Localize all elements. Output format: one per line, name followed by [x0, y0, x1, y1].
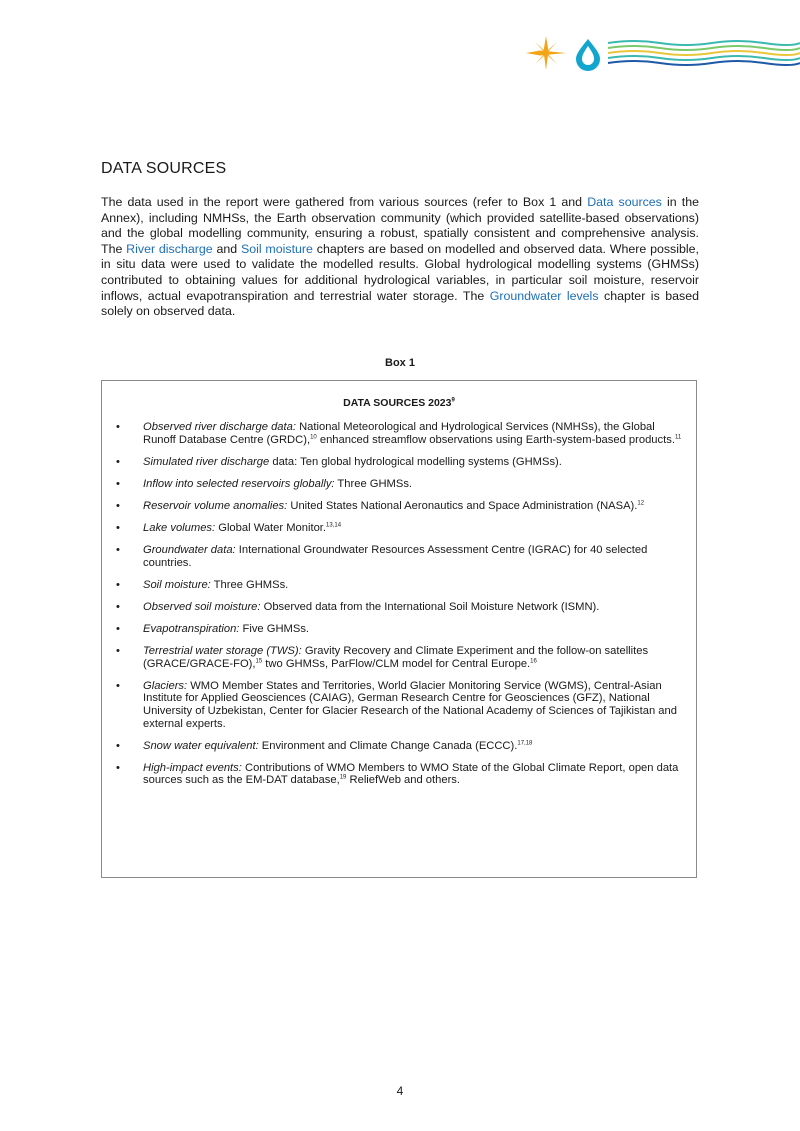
footnote-ref[interactable]: 15: [255, 657, 263, 664]
list-item: • Snow water equivalent: Environment and Climate Change Canada (ECCC).$^{17,18}$: [116, 739, 533, 752]
soil-moisture-link[interactable]: Soil moisture: [240, 241, 313, 256]
list-item: • Reservoir volume anomalies: United States National Aeronautics and Space Administration (NASA).$^{12}$: [116, 499, 645, 512]
footnote-ref[interactable]: 17,18: [517, 739, 533, 746]
list-item: • Evapotranspiration: Five GHMSs.: [116, 622, 310, 635]
list-item: • Simulated river discharge data: Ten global hydrological modelling systems (GHMSs).: [116, 455, 562, 468]
footnote-ref[interactable]: 12: [637, 500, 645, 507]
section-title: DATA SOURCES: [101, 160, 227, 177]
bullet: •: [116, 578, 120, 591]
sun-icon: [526, 36, 566, 70]
box-title: DATA SOURCES 2023$^9$: [343, 397, 455, 409]
water-drop-icon: [576, 39, 600, 71]
bullet: •: [116, 761, 120, 774]
list-item: • Soil moisture: Three GHMSs.: [116, 578, 289, 591]
footnote-ref[interactable]: 16: [530, 657, 537, 664]
footnote-ref[interactable]: 9: [451, 397, 455, 404]
data-sources-box: [101, 380, 697, 878]
list-item: • Glaciers: WMO Member States and Territories, World Glacier Monitoring Service (WGMS), Central-Asian Institute for Applied Geosciences (CAIAG), German Research Centre for Geosciences (GFZ), National University of Uzbekistan, Center for Glacier Research of the National Academy of Sciences of Tajikistan and external experts.: [116, 679, 677, 730]
bullet: •: [116, 421, 120, 433]
bullet: •: [116, 455, 120, 468]
list-item: • High-impact events: Contributions of WMO Members to WMO State of the Global Climate Report, open data sources such as the EM-DAT database,$^{19}$ ReliefWeb and others.: [116, 761, 679, 787]
list-item: • Terrestrial water storage (TWS): Gravity Recovery and Climate Experiment and the follow-on satellites (GRACE/GRACE-FO),$^{15}$ two GHMSs, ParFlow/CLM model for Central Europe.$^{16}$: [116, 645, 649, 670]
page-number: 4: [396, 1084, 404, 1098]
bullet: •: [116, 477, 120, 490]
bullet: •: [116, 739, 120, 752]
footnote-ref[interactable]: 19: [339, 774, 347, 781]
data-sources-link[interactable]: Data sources: [587, 195, 662, 209]
bullet: •: [116, 600, 120, 613]
list-item: • Observed soil moisture: Observed data from the International Soil Moisture Network (ISMN).: [116, 600, 600, 613]
footnote-ref[interactable]: 11: [674, 433, 682, 440]
bullet: •: [116, 645, 120, 658]
footnote-ref[interactable]: 13,14: [326, 522, 342, 529]
waves-icon: [608, 41, 800, 65]
bullet: •: [116, 679, 120, 692]
box-label: Box 1: [385, 357, 415, 369]
intro-paragraph: The data used in the report were gathered from various sources (refer to Box 1 and Data sources in the Annex), including NMHSs, the Earth observation community (which provided satellite-based observations) and the global modelling community, ensuring a robust, spatially consistent and comprehensive analysis. The River discharge and Soil moisture chapters are based on modelled and observed data. Where possible, in situ data were used to validate the modelled results. Global hydrological modelling systems (GHMSs) contributed to obtaining values for additional hydrological variables, in particular soil moisture, reservoir inflows, actual evapotranspiration and terrestrial water storage. The Groundwater levels chapter is based solely on observed data.: [101, 195, 700, 319]
bullet: •: [116, 622, 120, 635]
bullet: •: [116, 521, 120, 534]
header-logo: [520, 34, 800, 74]
list-item: • Groundwater data: International Groundwater Resources Assessment Centre (IGRAC) for 40 selected countries.: [116, 544, 648, 569]
sources-list: [102, 421, 696, 796]
groundwater-levels-link[interactable]: Groundwater levels: [489, 288, 599, 303]
footnote-ref[interactable]: 10: [310, 433, 317, 440]
bullet: •: [116, 544, 120, 557]
bullet: •: [116, 499, 120, 512]
river-discharge-link[interactable]: River discharge: [126, 241, 213, 256]
list-item: • Inflow into selected reservoirs globally: Three GHMSs.: [116, 477, 413, 490]
list-item: • Lake volumes: Global Water Monitor.$^{13,14}$: [116, 521, 342, 534]
list-item: • Observed river discharge data: National Meteorological and Hydrological Services (NMHSs), the Global Runoff Database Centre (GRDC),$^{10}$ enhanced streamflow observations using Earth-system-based products.$^{11}$: [116, 421, 682, 446]
